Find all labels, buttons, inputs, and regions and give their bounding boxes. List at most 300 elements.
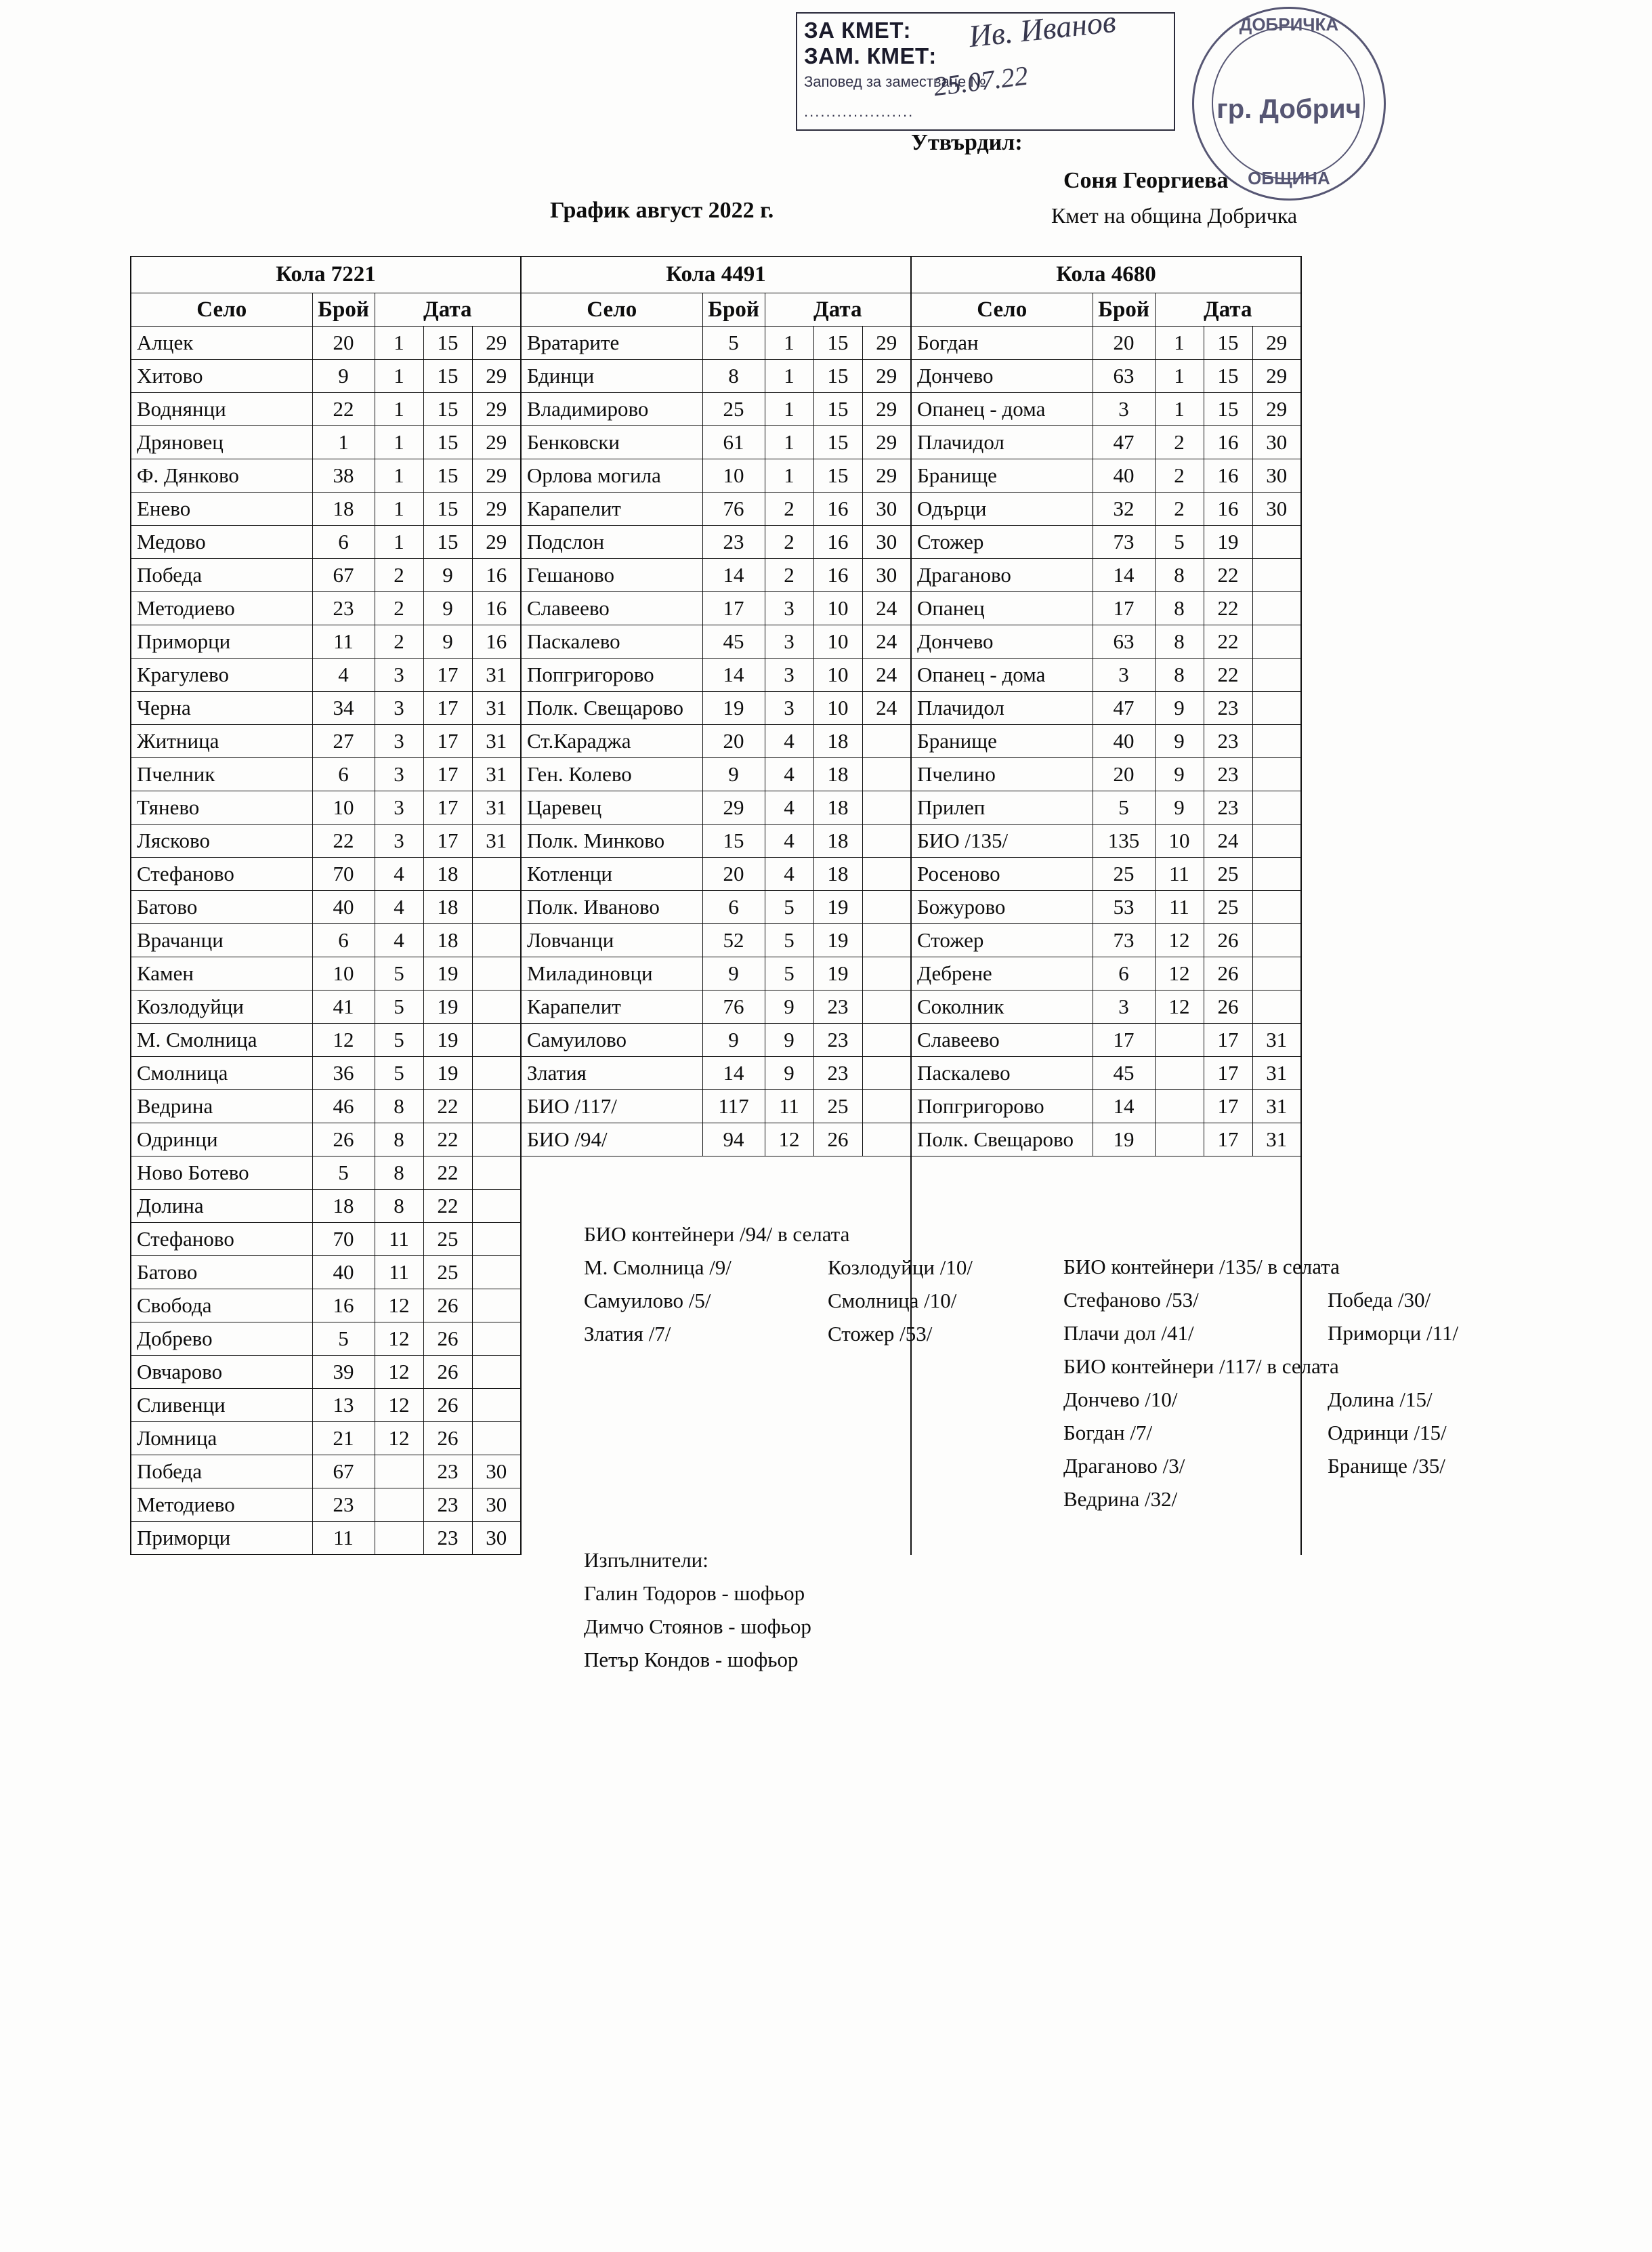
cell-count: 67 [312,559,375,592]
cell-date-a: 12 [375,1289,423,1322]
cell-date-a: 8 [1155,659,1204,692]
cell-date-b: 15 [813,327,862,360]
cell-date-c: 31 [472,825,521,858]
cell-date-c [1252,825,1301,858]
cell-village: Методиево [131,592,312,625]
cell-date-a: 5 [375,957,423,991]
cell-date-c [472,1422,521,1455]
note-item: Бранище /35/ [1328,1454,1445,1478]
cell-date-c [862,891,911,924]
cell-village: Сливенци [131,1389,312,1422]
col-count-2: Брой [702,293,765,327]
cell-village: Ст.Караджа [521,725,702,758]
cell-count: 9 [702,1024,765,1057]
cell-village: Полк. Минково [521,825,702,858]
cell-village: Тянево [131,791,312,825]
cell-village: Хитово [131,360,312,393]
cell-date-a: 11 [765,1090,813,1123]
cell-date-c: 31 [1252,1123,1301,1156]
cell-date-c [472,1090,521,1123]
cell-date-b: 18 [813,791,862,825]
cell-date-c [472,1190,521,1223]
seal-bottom-text: ОБЩИНА [1248,168,1330,188]
cell-date-a: 1 [765,327,813,360]
cell-date-b: 19 [813,924,862,957]
cell-date-b: 26 [423,1422,472,1455]
cell-date-b: 16 [1204,493,1252,526]
cell-date-a: 11 [1155,858,1204,891]
table-row [131,1057,1301,1090]
cell-date-c [862,858,911,891]
cell-date-c [472,1289,521,1322]
cell-village: Медово [131,526,312,559]
note-row [1063,1383,1458,1416]
cell-village: Полк. Иваново [521,891,702,924]
note-row [1063,1316,1458,1350]
cell-date-b: 23 [1204,692,1252,725]
cell-date-b: 22 [1204,659,1252,692]
cell-date-b: 22 [423,1156,472,1190]
cell-date-b: 15 [423,459,472,493]
cell-village: Батово [131,891,312,924]
cell-count: 40 [312,1256,375,1289]
cell-date-c [1252,526,1301,559]
cell-date-c: 24 [862,592,911,625]
cell-date-c: 29 [862,459,911,493]
cell-count: 10 [312,791,375,825]
cell-village: Ген. Колево [521,758,702,791]
cell-date-c: 24 [862,659,911,692]
cell-village: Алцек [131,327,312,360]
cell-date-a: 4 [375,891,423,924]
cell-date-a: 3 [375,758,423,791]
cell-village: БИО /117/ [521,1090,702,1123]
cell-date-a: 1 [375,393,423,426]
cell-date-c [472,1223,521,1256]
cell-date-c: 31 [472,692,521,725]
note-row [1063,1416,1458,1449]
cell-village: Богдан [911,327,1093,360]
note-item: М. Смолница /9/ [584,1255,732,1279]
cell-date-c [1252,957,1301,991]
table-row [131,459,1301,493]
cell-date-c: 31 [472,659,521,692]
cell-date-c: 16 [472,625,521,659]
note-item: Дончево /10/ [1063,1388,1178,1411]
note-item: Златия /7/ [584,1322,671,1346]
cell-date-a: 2 [765,526,813,559]
table-row [131,991,1301,1024]
seal-middle-text: гр. Добрич [1216,94,1361,124]
table-row [131,592,1301,625]
cell-date-a: 2 [1155,459,1204,493]
cell-count: 40 [312,891,375,924]
cell-count: 16 [312,1289,375,1322]
cell-village: Полк. Свещарово [911,1123,1093,1156]
cell-date-a: 5 [765,891,813,924]
cell-date-a [375,1455,423,1488]
cell-date-b: 18 [423,924,472,957]
cell-date-a: 4 [765,791,813,825]
cell-date-a: 12 [375,1322,423,1356]
cell-date-b: 17 [1204,1024,1252,1057]
cell-village: Дончево [911,625,1093,659]
cell-date-b: 17 [423,692,472,725]
note-item: Плачи дол /41/ [1063,1321,1194,1345]
cell-date-c: 16 [472,559,521,592]
table-row [131,924,1301,957]
empty-cell [911,1522,1301,1555]
cell-count: 21 [312,1422,375,1455]
cell-count: 25 [1093,858,1155,891]
cell-count: 4 [312,659,375,692]
cell-date-b: 15 [1204,393,1252,426]
cell-date-c [472,858,521,891]
table-row [131,360,1301,393]
handwritten-signature: Ив. Иванов [967,3,1118,54]
cell-village: Стожер [911,526,1093,559]
cell-count: 8 [702,360,765,393]
cell-count: 9 [312,360,375,393]
cell-date-b: 16 [813,559,862,592]
cell-count: 135 [1093,825,1155,858]
cell-count: 53 [1093,891,1155,924]
cell-village: Добрево [131,1322,312,1356]
cell-date-b: 9 [423,592,472,625]
notes-4491-title: БИО контейнери /94/ в селата [584,1222,850,1246]
cell-date-a: 4 [375,924,423,957]
cell-date-a: 11 [375,1223,423,1256]
cell-date-a: 8 [375,1123,423,1156]
cell-date-c [472,891,521,924]
cell-count: 70 [312,1223,375,1256]
table-row [131,526,1301,559]
cell-village: Стефаново [131,858,312,891]
cell-count: 40 [1093,725,1155,758]
cell-date-a [1155,1057,1204,1090]
cell-count: 23 [312,592,375,625]
cell-date-c: 29 [862,393,911,426]
cell-count: 3 [1093,659,1155,692]
cell-date-b: 25 [1204,891,1252,924]
cell-date-a: 9 [1155,758,1204,791]
cell-date-b: 23 [1204,791,1252,825]
cell-date-c [472,1024,521,1057]
empty-cell [911,1156,1301,1190]
cell-date-a: 4 [765,858,813,891]
cell-date-a: 12 [1155,991,1204,1024]
cell-date-c: 29 [862,426,911,459]
col-count-1: Брой [312,293,375,327]
table-row [131,858,1301,891]
cell-date-a: 10 [1155,825,1204,858]
cell-village: Плачидол [911,426,1093,459]
cell-village: Приморци [131,625,312,659]
cell-date-a: 9 [765,991,813,1024]
cell-village: Стожер [911,924,1093,957]
cell-date-c: 30 [472,1488,521,1522]
cell-village: Ловчанци [521,924,702,957]
table-row [131,758,1301,791]
cell-date-c [862,1057,911,1090]
cell-date-b: 16 [1204,459,1252,493]
cell-date-b: 16 [1204,426,1252,459]
col-village-2: Село [521,293,702,327]
cell-village: Славеево [911,1024,1093,1057]
cell-date-b: 10 [813,592,862,625]
cell-village: Приморци [131,1522,312,1555]
cell-date-b: 23 [813,991,862,1024]
cell-date-c [1252,659,1301,692]
cell-village: Ново Ботево [131,1156,312,1190]
cell-village: Бдинци [521,360,702,393]
cell-count: 14 [702,559,765,592]
cell-village: Камен [131,957,312,991]
cell-village: Овчарово [131,1356,312,1389]
cell-date-c [862,825,911,858]
cell-date-a: 5 [1155,526,1204,559]
cell-date-c [1252,791,1301,825]
cell-date-a: 3 [375,791,423,825]
cell-date-a: 1 [1155,360,1204,393]
stamp-line-for-mayor: ЗА КМЕТ: [804,18,912,43]
table-row [131,725,1301,758]
cell-date-a: 3 [375,659,423,692]
cell-count: 76 [702,493,765,526]
cell-village: Батово [131,1256,312,1289]
cell-date-b: 18 [813,758,862,791]
cell-date-b: 22 [423,1090,472,1123]
cell-village: Опанец - дома [911,659,1093,692]
cell-date-a: 12 [1155,957,1204,991]
cell-date-c [1252,692,1301,725]
cell-count: 20 [702,725,765,758]
note-item: Приморци /11/ [1328,1321,1459,1345]
cell-date-a: 3 [375,825,423,858]
cell-date-c: 29 [472,493,521,526]
cell-date-c [862,791,911,825]
cell-village: Воднянци [131,393,312,426]
page-title: График август 2022 г. [550,198,774,223]
cell-date-a: 1 [375,526,423,559]
empty-cell [521,1156,911,1190]
cell-count: 11 [312,625,375,659]
cell-date-b: 25 [813,1090,862,1123]
cell-date-b: 23 [423,1488,472,1522]
cell-date-b: 19 [1204,526,1252,559]
notes-car-4680 [1063,1250,1458,1516]
cell-date-a: 11 [375,1256,423,1289]
cell-date-b: 17 [423,725,472,758]
cell-date-b: 22 [1204,625,1252,659]
cell-count: 45 [702,625,765,659]
cell-date-a: 8 [1155,625,1204,659]
table-row [131,825,1301,858]
cell-date-c: 30 [1252,426,1301,459]
cell-count: 63 [1093,625,1155,659]
cell-village: Вратарите [521,327,702,360]
cell-date-c [472,1057,521,1090]
car-title-4491: Кола 4491 [521,257,911,293]
col-date-2: Дата [765,293,911,327]
cell-count: 40 [1093,459,1155,493]
cell-count: 14 [702,659,765,692]
cell-village: Опанец - дома [911,393,1093,426]
cell-date-c: 31 [472,791,521,825]
note-item: Долина /15/ [1328,1388,1433,1411]
cell-date-a: 8 [375,1090,423,1123]
cell-date-c: 30 [472,1522,521,1555]
cell-count: 22 [312,825,375,858]
cell-count: 23 [312,1488,375,1522]
cell-village: Ломница [131,1422,312,1455]
cell-date-b: 26 [423,1389,472,1422]
cell-date-b: 17 [423,791,472,825]
cell-date-b: 23 [1204,758,1252,791]
cell-count: 67 [312,1455,375,1488]
cell-count: 12 [312,1024,375,1057]
cell-date-b: 15 [813,426,862,459]
cell-date-c: 29 [1252,360,1301,393]
table-row [131,891,1301,924]
cell-village: Пчелино [911,758,1093,791]
cell-date-c [862,957,911,991]
cell-village: Козлодуйци [131,991,312,1024]
cell-date-b: 25 [423,1223,472,1256]
cell-count: 27 [312,725,375,758]
cell-count: 10 [312,957,375,991]
cell-date-c [1252,725,1301,758]
cell-date-b: 23 [423,1455,472,1488]
cell-count: 47 [1093,426,1155,459]
table-row [131,692,1301,725]
cell-village: Карапелит [521,991,702,1024]
cell-village: Царевец [521,791,702,825]
cell-date-a: 12 [375,1389,423,1422]
cell-date-b: 15 [423,526,472,559]
cell-count: 6 [1093,957,1155,991]
cell-date-a [375,1488,423,1522]
table-row [131,559,1301,592]
cell-count: 19 [1093,1123,1155,1156]
column-header-row [131,293,1301,327]
cell-date-c: 29 [472,459,521,493]
cell-count: 25 [702,393,765,426]
empty-cell [521,1389,911,1422]
cell-date-b: 23 [423,1522,472,1555]
table-row [131,1090,1301,1123]
cell-village: Полк. Свещарово [521,692,702,725]
cell-count: 11 [312,1522,375,1555]
cell-date-c: 31 [1252,1057,1301,1090]
cell-date-a: 1 [765,360,813,393]
mayor-name: Соня Георгиева [1063,168,1229,193]
note-item: Стефаново /53/ [1063,1288,1199,1312]
cell-date-b: 17 [423,825,472,858]
cell-count: 3 [1093,393,1155,426]
cell-date-b: 15 [423,426,472,459]
cell-date-c [862,1090,911,1123]
cell-date-a: 1 [765,459,813,493]
executors-list [584,1577,811,1676]
cell-date-a: 3 [765,659,813,692]
cell-date-b: 15 [1204,327,1252,360]
cell-count: 14 [1093,1090,1155,1123]
cell-village: Попгригорово [521,659,702,692]
cell-village: Дебрене [911,957,1093,991]
cell-count: 22 [312,393,375,426]
cell-count: 39 [312,1356,375,1389]
cell-village: Подслон [521,526,702,559]
cell-date-b: 9 [423,559,472,592]
cell-village: БИО /135/ [911,825,1093,858]
table-row [131,493,1301,526]
cell-count: 6 [702,891,765,924]
cell-count: 5 [702,327,765,360]
cell-date-c: 16 [472,592,521,625]
cell-date-c: 29 [1252,327,1301,360]
cell-date-c: 24 [862,692,911,725]
cell-count: 41 [312,991,375,1024]
cell-date-c [862,1123,911,1156]
cell-date-c: 30 [1252,459,1301,493]
cell-date-a: 5 [375,991,423,1024]
cell-date-a [1155,1090,1204,1123]
cell-date-b: 18 [813,858,862,891]
cell-count: 61 [702,426,765,459]
cell-count: 17 [702,592,765,625]
cell-date-b: 19 [423,991,472,1024]
cell-date-c: 31 [472,725,521,758]
cell-date-b: 19 [813,891,862,924]
cell-date-a: 5 [375,1057,423,1090]
note-item: Одринци /15/ [1328,1421,1447,1444]
cell-date-b: 10 [813,659,862,692]
cell-count: 19 [702,692,765,725]
executor-item: Петър Кондов - шофьор [584,1648,799,1671]
handwritten-date: 25.07.22 [931,60,1030,102]
cell-count: 29 [702,791,765,825]
cell-count: 17 [1093,592,1155,625]
cell-date-a: 4 [765,725,813,758]
note-item: Ведрина /32/ [1063,1487,1178,1511]
cell-date-c [862,924,911,957]
cell-village: Победа [131,1455,312,1488]
cell-count: 14 [1093,559,1155,592]
cell-date-a: 1 [375,493,423,526]
cell-date-c [472,957,521,991]
cell-date-c: 29 [472,526,521,559]
empty-cell [521,1422,911,1455]
cell-date-c: 30 [862,559,911,592]
cell-date-a: 1 [375,327,423,360]
cell-count: 36 [312,1057,375,1090]
cell-date-c [862,1024,911,1057]
cell-count: 3 [1093,991,1155,1024]
cell-date-b: 23 [1204,725,1252,758]
notes-4680-title-1: БИО контейнери /135/ в селата [1063,1255,1340,1278]
cell-date-c [472,1389,521,1422]
cell-date-c: 29 [862,360,911,393]
cell-date-b: 15 [813,360,862,393]
cell-village: Ф. Дянково [131,459,312,493]
cell-village: Черна [131,692,312,725]
note-row [1063,1449,1458,1482]
cell-date-b: 22 [423,1123,472,1156]
cell-count: 10 [702,459,765,493]
cell-date-a: 4 [765,758,813,791]
notes-4491-rows [584,1251,973,1350]
